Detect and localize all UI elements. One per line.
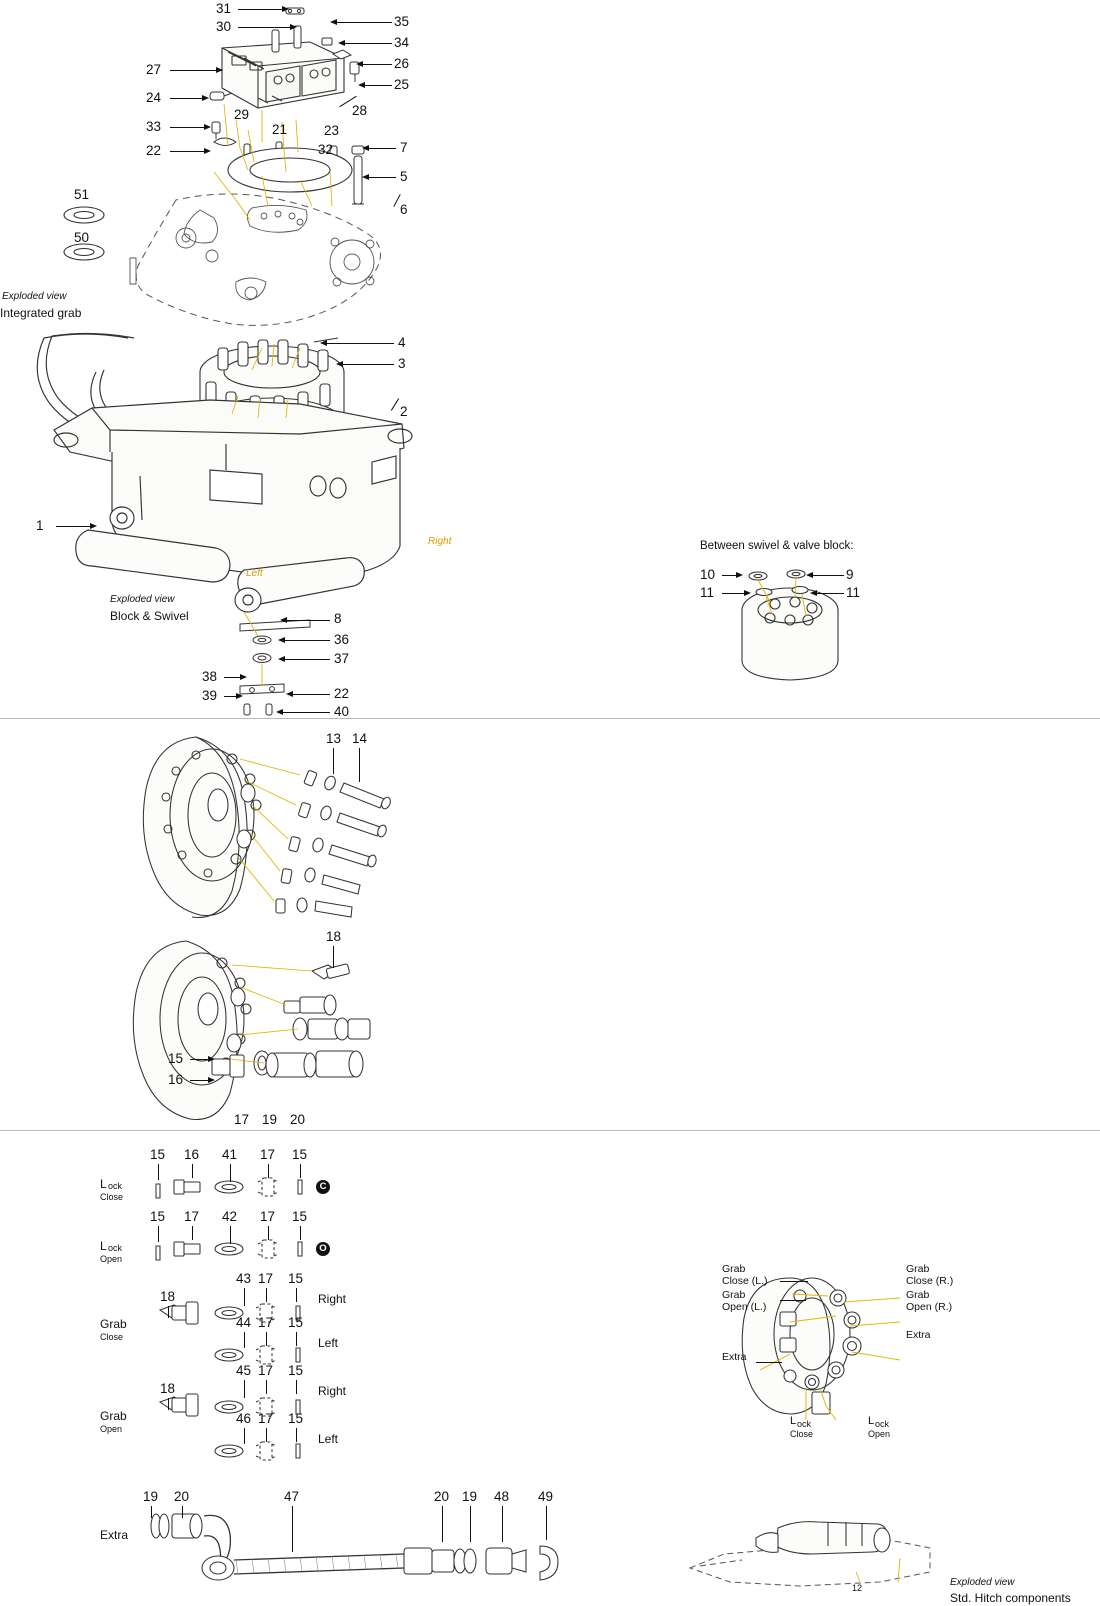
leader-30 [238, 27, 294, 28]
leader-r1-15b [300, 1164, 301, 1178]
callout-13: 13 [326, 731, 342, 746]
callout-18-mid: 18 [326, 929, 342, 944]
leader-r3-15 [296, 1288, 297, 1302]
callout-r2-42: 42 [222, 1209, 238, 1224]
callout-23: 23 [324, 123, 340, 138]
port-label-lock-close-l2: ock [797, 1419, 812, 1429]
callout-r6-15: 15 [288, 1411, 304, 1426]
callout-r1-17: 17 [260, 1147, 276, 1162]
arrow-27 [216, 67, 223, 73]
caption-exploded-view-3: Exploded view [950, 1577, 1015, 1588]
leader-34 [340, 43, 392, 44]
row-label-grab-close-l1: Grab [100, 1317, 127, 1331]
arrow-40 [276, 709, 283, 715]
callout-29: 29 [234, 107, 250, 122]
callout-r4-44: 44 [236, 1315, 252, 1330]
callout-r7-49: 49 [538, 1489, 554, 1504]
arrow-36 [278, 637, 285, 643]
callout-r3-18: 18 [160, 1289, 176, 1304]
side-label-r6: Left [318, 1432, 339, 1446]
callout-r3-17: 17 [258, 1271, 274, 1286]
callout-11-left: 11 [700, 585, 715, 600]
leader-r2-17a [192, 1226, 193, 1240]
leader-port-gol [780, 1300, 806, 1301]
leader-r2-15b [300, 1226, 301, 1240]
callout-r1-16: 16 [184, 1147, 200, 1162]
port-label-extra-left: Extra [722, 1351, 747, 1363]
leader-r7-49 [546, 1506, 547, 1540]
leader-4 [322, 343, 394, 344]
middle-assembly-artwork [0, 719, 1100, 1131]
leader-24 [170, 98, 206, 99]
label-left-side: Left [246, 568, 263, 579]
callout-11-right: 11 [846, 585, 861, 600]
callout-r5-18: 18 [160, 1381, 176, 1396]
port-label-grab-close-right-l2: Close (R.) [906, 1275, 954, 1287]
callout-r1-15a: 15 [150, 1147, 166, 1162]
callout-51: 51 [74, 187, 90, 202]
callout-r7-19b: 19 [462, 1489, 478, 1504]
port-label-grab-close-left-l2: Close (L.) [722, 1275, 768, 1287]
leader-31 [238, 9, 286, 10]
arrow-4 [320, 340, 327, 346]
callout-r2-17a: 17 [184, 1209, 200, 1224]
port-label-lock-open-l2: ock [875, 1419, 890, 1429]
leader-r1-17 [268, 1164, 269, 1178]
row-label-extra: Extra [100, 1528, 129, 1542]
callout-12-hitch: 12 [852, 1583, 863, 1593]
callout-r5-17: 17 [258, 1363, 274, 1378]
callout-4: 4 [398, 335, 406, 350]
arrow-35 [330, 19, 337, 25]
note-between-swivel-valve-block: Between swivel & valve block: [700, 540, 854, 552]
callout-r1-15b: 15 [292, 1147, 308, 1162]
port-label-grab-close-left-l1: Grab [722, 1263, 746, 1275]
callout-r7-19a: 19 [143, 1489, 159, 1504]
leader-13 [333, 748, 334, 774]
arrow-33 [204, 124, 211, 130]
arrow-8 [280, 617, 287, 623]
port-label-lock-open-l1: L [868, 1415, 875, 1427]
callout-37: 37 [334, 651, 350, 666]
arrow-10 [736, 572, 743, 578]
row-label-grab-open-l1: Grab [100, 1409, 127, 1423]
callout-r6-46: 46 [236, 1411, 252, 1426]
leader-r1-15a [158, 1164, 159, 1180]
callout-1: 1 [36, 518, 44, 533]
side-label-r4: Left [318, 1336, 339, 1350]
callout-31: 31 [216, 1, 232, 16]
callout-39: 39 [202, 688, 218, 703]
leader-40 [278, 712, 330, 713]
leader-port-gcl [780, 1281, 808, 1282]
leader-r5-45 [244, 1380, 245, 1398]
callout-7: 7 [400, 140, 408, 155]
arrow-9 [806, 572, 813, 578]
callout-34: 34 [394, 35, 410, 50]
port-label-extra-right: Extra [906, 1329, 931, 1341]
callout-9: 9 [846, 567, 854, 582]
callout-22a: 32 [318, 142, 334, 157]
leader-r3-43 [244, 1288, 245, 1306]
callout-25: 25 [394, 77, 410, 92]
caption-exploded-view-1: Exploded view [2, 291, 67, 302]
callout-40: 40 [334, 704, 350, 719]
arrow-3 [336, 361, 343, 367]
caption-block-and-swivel: Block & Swivel [110, 609, 189, 623]
caption-std-hitch-components: Std. Hitch components [950, 1591, 1071, 1605]
callout-32: 22 [146, 143, 162, 158]
leader-r2-15a [158, 1226, 159, 1242]
leader-r7-19a [151, 1506, 152, 1518]
port-label-grab-close-right-l1: Grab [906, 1263, 930, 1275]
callout-5: 5 [400, 169, 408, 184]
row-label-lock-open-l2: ock [108, 1243, 123, 1253]
arrow-30 [290, 24, 297, 30]
arrow-22b [286, 691, 293, 697]
leader-r4-15 [296, 1332, 297, 1346]
leader-r6-17 [266, 1428, 267, 1442]
callout-r2-15a: 15 [150, 1209, 166, 1224]
leader-9 [808, 575, 844, 576]
leader-r1-16 [192, 1164, 193, 1178]
arrow-25 [358, 82, 365, 88]
arrow-1 [90, 523, 97, 529]
leader-r7-47 [292, 1506, 293, 1552]
callout-r7-47: 47 [284, 1489, 300, 1504]
arrow-7 [362, 145, 369, 151]
arrow-39 [236, 693, 243, 699]
leader-32 [170, 151, 208, 152]
port-label-grab-open-left-l2: Open (L.) [722, 1301, 767, 1313]
arrow-31 [282, 6, 289, 12]
port-label-lock-open-l3: Open [868, 1429, 891, 1439]
badge-lock-open: O [316, 1242, 330, 1256]
callout-20-mid: 20 [290, 1112, 306, 1127]
leader-36 [280, 640, 330, 641]
callout-r3-15: 15 [288, 1271, 304, 1286]
arrow-37 [278, 656, 285, 662]
caption-integrated-grab: Integrated grab [0, 306, 82, 320]
bottom-assembly-artwork [0, 1130, 1100, 1606]
leader-r3-17 [266, 1288, 267, 1302]
leader-8 [282, 620, 330, 621]
callout-r2-15b: 15 [292, 1209, 308, 1224]
leader-14 [359, 748, 360, 782]
row-label-lock-open-l1: L [100, 1239, 107, 1253]
leader-r4-44 [244, 1332, 245, 1348]
side-label-r5: Right [318, 1384, 347, 1398]
port-label-lock-close-l1: L [790, 1415, 797, 1427]
leader-r7-20a [182, 1506, 183, 1518]
row-label-grab-open-l2: Open [100, 1424, 123, 1434]
callout-r6-17: 17 [258, 1411, 274, 1426]
callout-6: 6 [400, 202, 408, 217]
port-label-grab-open-right-l1: Grab [906, 1289, 930, 1301]
leader-r5-17 [266, 1380, 267, 1394]
leader-33 [170, 127, 208, 128]
callout-r4-17: 17 [258, 1315, 274, 1330]
arrow-38 [240, 674, 247, 680]
leader-r2-17b [268, 1226, 269, 1240]
callout-16-mid: 16 [168, 1072, 184, 1087]
leader-1 [56, 526, 94, 527]
callout-r7-20a: 20 [174, 1489, 190, 1504]
callout-8: 8 [334, 611, 342, 626]
callout-r3-43: 43 [236, 1271, 252, 1286]
callout-17-mid: 17 [234, 1112, 250, 1127]
leader-27 [170, 70, 222, 71]
callout-22b: 22 [334, 686, 350, 701]
callout-27: 27 [146, 62, 162, 77]
leader-r6-15 [296, 1428, 297, 1442]
leader-r3-18 [168, 1306, 169, 1318]
row-label-lock-close-l1: L [100, 1177, 107, 1191]
callout-38: 38 [202, 669, 218, 684]
arrow-15-mid [208, 1056, 215, 1062]
callout-r5-45: 45 [236, 1363, 252, 1378]
row-label-lock-close-l3: Close [100, 1192, 124, 1202]
callout-50: 50 [74, 230, 90, 245]
arrow-24 [202, 95, 209, 101]
callout-r1-41: 41 [222, 1147, 238, 1162]
callout-r7-20b: 20 [434, 1489, 450, 1504]
badge-lock-close: C [316, 1180, 330, 1194]
callout-33: 33 [146, 119, 162, 134]
callout-28: 28 [352, 103, 368, 118]
callout-r5-15: 15 [288, 1363, 304, 1378]
leader-26 [358, 64, 392, 65]
port-label-grab-open-left-l1: Grab [722, 1289, 746, 1301]
leader-22b [288, 694, 330, 695]
leader-r4-17 [266, 1332, 267, 1346]
callout-30: 30 [216, 19, 232, 34]
leader-r5-15 [296, 1380, 297, 1394]
leader-r2-42 [230, 1226, 231, 1244]
leader-3 [338, 364, 394, 365]
leader-r6-46 [244, 1428, 245, 1444]
callout-19-mid: 19 [262, 1112, 278, 1127]
callout-2: 2 [400, 404, 408, 419]
leader-r7-19b [470, 1506, 471, 1542]
leader-r5-18 [168, 1398, 169, 1410]
side-label-r3: Right [318, 1292, 347, 1306]
leader-r1-41 [230, 1164, 231, 1182]
arrow-16-mid [208, 1077, 215, 1083]
leader-port-extra-left [756, 1362, 782, 1363]
caption-exploded-view-2: Exploded view [110, 594, 175, 605]
leader-r7-48 [502, 1506, 503, 1542]
arrow-26 [356, 61, 363, 67]
row-label-lock-open-l3: Open [100, 1254, 123, 1264]
callout-24: 24 [146, 90, 162, 105]
callout-r4-15: 15 [288, 1315, 304, 1330]
callout-3: 3 [398, 356, 406, 371]
arrow-11-right [810, 590, 817, 596]
callout-14: 14 [352, 731, 368, 746]
leader-r7-20b [442, 1506, 443, 1542]
callout-35: 35 [394, 14, 410, 29]
callout-26: 26 [394, 56, 410, 71]
callout-10: 10 [700, 567, 716, 582]
leader-35 [332, 22, 392, 23]
arrow-5 [362, 174, 369, 180]
callout-r2-17b: 17 [260, 1209, 276, 1224]
leader-37 [280, 659, 330, 660]
label-right-side: Right [428, 536, 452, 547]
row-label-grab-close-l2: Close [100, 1332, 124, 1342]
row-label-lock-close-l2: ock [108, 1181, 123, 1191]
callout-15-mid: 15 [168, 1051, 184, 1066]
callout-36: 36 [334, 632, 350, 647]
leader-18-mid [333, 946, 334, 968]
port-label-grab-open-right-l2: Open (R.) [906, 1301, 953, 1313]
callout-21: 21 [272, 122, 288, 137]
port-label-lock-close-l3: Close [790, 1429, 814, 1439]
arrow-11-left [744, 590, 751, 596]
arrow-32 [204, 148, 211, 154]
callout-r7-48: 48 [494, 1489, 510, 1504]
arrow-34 [338, 40, 345, 46]
